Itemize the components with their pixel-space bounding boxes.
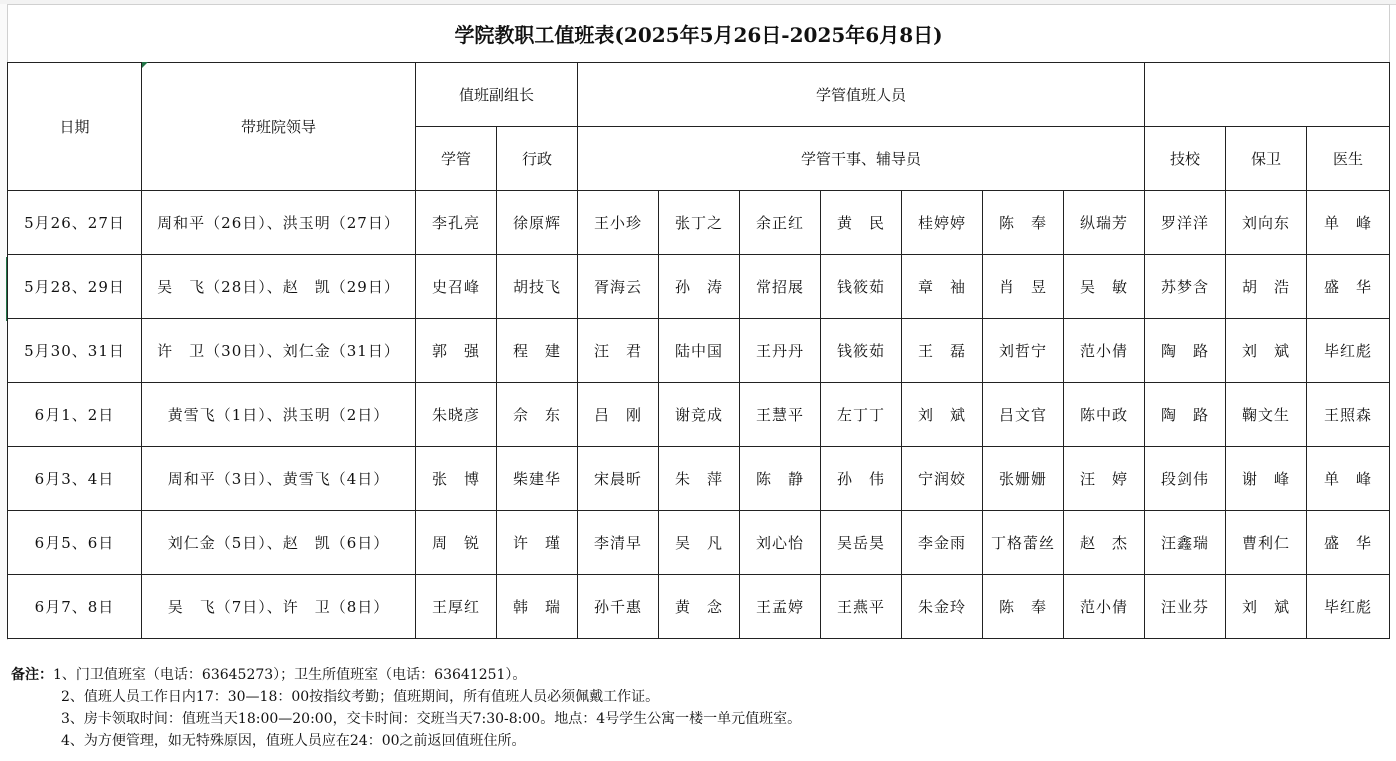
- cell-leader[interactable]: 吴 飞（7日）、许 卫（8日）: [142, 575, 416, 639]
- cell-yisheng[interactable]: 盛 华: [1307, 255, 1390, 319]
- cell-staff[interactable]: 陈 奉: [983, 191, 1064, 255]
- cell-staff[interactable]: 钱筱茹: [821, 319, 902, 383]
- cell-xingzheng[interactable]: 徐原辉: [497, 191, 578, 255]
- cell-staff[interactable]: 纵瑞芳: [1064, 191, 1145, 255]
- cell-staff[interactable]: 赵 杰: [1064, 511, 1145, 575]
- cell-date[interactable]: 5月28、29日: [8, 255, 142, 319]
- cell-date[interactable]: 5月30、31日: [8, 319, 142, 383]
- cell-staff[interactable]: 朱 萍: [659, 447, 740, 511]
- cell-xingzheng[interactable]: 柴建华: [497, 447, 578, 511]
- cell-staff[interactable]: 孙 涛: [659, 255, 740, 319]
- cell-staff[interactable]: 丁格蕾丝: [983, 511, 1064, 575]
- cell-baowei[interactable]: 刘向东: [1226, 191, 1307, 255]
- cell-leader[interactable]: 刘仁金（5日）、赵 凯（6日）: [142, 511, 416, 575]
- header-baowei[interactable]: 保卫: [1226, 127, 1307, 191]
- note-line-4[interactable]: 4、为方便管理，如无特殊原因，值班人员应在24：00之前返回值班住所。: [61, 733, 526, 749]
- cell-yisheng[interactable]: 毕红彪: [1307, 319, 1390, 383]
- cell-staff[interactable]: 孙 伟: [821, 447, 902, 511]
- cell-staff[interactable]: 王慧平: [740, 383, 821, 447]
- cell-date[interactable]: 6月3、4日: [8, 447, 142, 511]
- schedule-title[interactable]: 学院教职工值班表(2025年5月26日-2025年6月8日): [8, 5, 1390, 63]
- cell-xueguan[interactable]: 周 锐: [416, 511, 497, 575]
- cell-staff[interactable]: 王 磊: [902, 319, 983, 383]
- table-row: [8, 383, 1390, 447]
- cell-xueguan[interactable]: 朱晓彦: [416, 383, 497, 447]
- note-line-1[interactable]: [11, 664, 1381, 686]
- cell-staff[interactable]: 肖 昱: [983, 255, 1064, 319]
- cell-staff[interactable]: 李金雨: [902, 511, 983, 575]
- cell-staff[interactable]: 陈 奉: [983, 575, 1064, 639]
- cell-xueguan[interactable]: 史召峰: [416, 255, 497, 319]
- cell-date[interactable]: 6月7、8日: [8, 575, 142, 639]
- cell-leader[interactable]: 周和平（26日）、洪玉明（27日）: [142, 191, 416, 255]
- cell-staff[interactable]: 王小珍: [578, 191, 659, 255]
- cell-xueguan[interactable]: 张 博: [416, 447, 497, 511]
- cell-date[interactable]: 5月26、27日: [8, 191, 142, 255]
- cell-leader[interactable]: 许 卫（30日）、刘仁金（31日）: [142, 319, 416, 383]
- note-line-3[interactable]: 3、房卡领取时间：值班当天18:00—20:00，交卡时间：交班当天7:30-8:00。地点：4号学生公寓一楼一单元值班室。: [61, 711, 802, 727]
- cell-staff[interactable]: 张丁之: [659, 191, 740, 255]
- cell-xingzheng[interactable]: 韩 瑞: [497, 575, 578, 639]
- header-deputy-group[interactable]: 值班副组长: [416, 63, 578, 127]
- cell-staff[interactable]: 孙千惠: [578, 575, 659, 639]
- cell-staff[interactable]: 吴 凡: [659, 511, 740, 575]
- cell-xingzheng[interactable]: 许 瑾: [497, 511, 578, 575]
- header-date[interactable]: 日期: [8, 63, 142, 191]
- cell-staff[interactable]: 谢竞成: [659, 383, 740, 447]
- header-staff[interactable]: 学管干事、辅导员: [578, 127, 1145, 191]
- table-row: [8, 255, 1390, 319]
- cell-xueguan[interactable]: 郭 强: [416, 319, 497, 383]
- cell-staff[interactable]: 吴岳昊: [821, 511, 902, 575]
- cell-xueguan[interactable]: 王厚红: [416, 575, 497, 639]
- cell-staff[interactable]: 刘心怡: [740, 511, 821, 575]
- cell-staff[interactable]: 钱筱茹: [821, 255, 902, 319]
- cell-xingzheng[interactable]: 佘 东: [497, 383, 578, 447]
- cell-staff[interactable]: 范小倩: [1064, 319, 1145, 383]
- cell-staff[interactable]: 汪 婷: [1064, 447, 1145, 511]
- cell-staff[interactable]: 范小倩: [1064, 575, 1145, 639]
- cell-date[interactable]: 6月5、6日: [8, 511, 142, 575]
- cell-xingzheng[interactable]: 程 建: [497, 319, 578, 383]
- table-row: [8, 319, 1390, 383]
- cell-staff[interactable]: 王丹丹: [740, 319, 821, 383]
- header-student-mgmt-group[interactable]: 学管值班人员: [578, 63, 1145, 127]
- header-leader[interactable]: 带班院领导: [142, 63, 416, 191]
- header-row-1: [8, 63, 1390, 127]
- cell-staff[interactable]: 黄 民: [821, 191, 902, 255]
- cell-leader[interactable]: 吴 飞（28日）、赵 凯（29日）: [142, 255, 416, 319]
- cell-staff[interactable]: 刘哲宁: [983, 319, 1064, 383]
- cell-staff[interactable]: 陆中国: [659, 319, 740, 383]
- cell-staff[interactable]: 宁润姣: [902, 447, 983, 511]
- cell-staff[interactable]: 李清早: [578, 511, 659, 575]
- cell-leader[interactable]: 周和平（3日）、黄雪飞（4日）: [142, 447, 416, 511]
- cell-staff[interactable]: 王燕平: [821, 575, 902, 639]
- cell-jixiao[interactable]: 罗洋洋: [1145, 191, 1226, 255]
- header-blank-group[interactable]: [1145, 63, 1390, 127]
- cell-baowei[interactable]: 刘 斌: [1226, 575, 1307, 639]
- cell-staff[interactable]: 刘 斌: [902, 383, 983, 447]
- header-xingzheng[interactable]: 行政: [497, 127, 578, 191]
- cell-yisheng[interactable]: 单 峰: [1307, 447, 1390, 511]
- cell-baowei[interactable]: 刘 斌: [1226, 319, 1307, 383]
- cell-staff[interactable]: 吕文官: [983, 383, 1064, 447]
- cell-date[interactable]: 6月1、2日: [8, 383, 142, 447]
- cell-comment-marker: [142, 62, 148, 68]
- header-yisheng[interactable]: 医生: [1307, 127, 1390, 191]
- cell-staff[interactable]: 朱金玲: [902, 575, 983, 639]
- cell-staff[interactable]: 左丁丁: [821, 383, 902, 447]
- title-row: [8, 5, 1390, 63]
- table-row: [8, 191, 1390, 255]
- duty-schedule-table: [7, 4, 1390, 639]
- note-line-2[interactable]: 2、值班人员工作日内17：30—18：00按指纹考勤；值班期间，所有值班人员必须佩戴工作证。: [61, 689, 660, 705]
- cell-xingzheng[interactable]: 胡技飞: [497, 255, 578, 319]
- cell-xueguan[interactable]: 李孔亮: [416, 191, 497, 255]
- cell-staff[interactable]: 章 袖: [902, 255, 983, 319]
- cell-jixiao[interactable]: 陶 路: [1145, 319, 1226, 383]
- cell-staff[interactable]: 余正红: [740, 191, 821, 255]
- cell-staff[interactable]: 桂婷婷: [902, 191, 983, 255]
- cell-staff[interactable]: 陈中政: [1064, 383, 1145, 447]
- cell-staff[interactable]: 常招展: [740, 255, 821, 319]
- cell-jixiao[interactable]: 汪鑫瑞: [1145, 511, 1226, 575]
- note-text-1: 1、门卫值班室（电话：63645273）；卫生所值班室（电话：63641251）。: [53, 667, 527, 683]
- table-row: [8, 575, 1390, 639]
- cell-baowei[interactable]: 谢 峰: [1226, 447, 1307, 511]
- cell-yisheng[interactable]: 王照森: [1307, 383, 1390, 447]
- cell-staff[interactable]: 黄 念: [659, 575, 740, 639]
- notes-lead: 备注：: [11, 667, 53, 683]
- cell-staff[interactable]: 宋晨昕: [578, 447, 659, 511]
- cell-yisheng[interactable]: 单 峰: [1307, 191, 1390, 255]
- cell-staff[interactable]: 吕 刚: [578, 383, 659, 447]
- cell-yisheng[interactable]: 毕红彪: [1307, 575, 1390, 639]
- cell-baowei[interactable]: 曹利仁: [1226, 511, 1307, 575]
- cell-jixiao[interactable]: 苏梦含: [1145, 255, 1226, 319]
- cell-baowei[interactable]: 鞠文生: [1226, 383, 1307, 447]
- cell-baowei[interactable]: 胡 浩: [1226, 255, 1307, 319]
- cell-staff[interactable]: 胥海云: [578, 255, 659, 319]
- cell-staff[interactable]: 汪 君: [578, 319, 659, 383]
- cell-jixiao[interactable]: 汪业芬: [1145, 575, 1226, 639]
- cell-jixiao[interactable]: 陶 路: [1145, 383, 1226, 447]
- cell-staff[interactable]: 王孟婷: [740, 575, 821, 639]
- cell-staff[interactable]: 陈 静: [740, 447, 821, 511]
- header-xueguan[interactable]: 学管: [416, 127, 497, 191]
- notes-section: [11, 664, 1381, 752]
- cell-yisheng[interactable]: 盛 华: [1307, 511, 1390, 575]
- cell-leader[interactable]: 黄雪飞（1日）、洪玉明（2日）: [142, 383, 416, 447]
- cell-staff[interactable]: 吴 敏: [1064, 255, 1145, 319]
- header-jixiao[interactable]: 技校: [1145, 127, 1226, 191]
- table-row: [8, 447, 1390, 511]
- cell-jixiao[interactable]: 段剑伟: [1145, 447, 1226, 511]
- cell-staff[interactable]: 张姗姗: [983, 447, 1064, 511]
- table-row: [8, 511, 1390, 575]
